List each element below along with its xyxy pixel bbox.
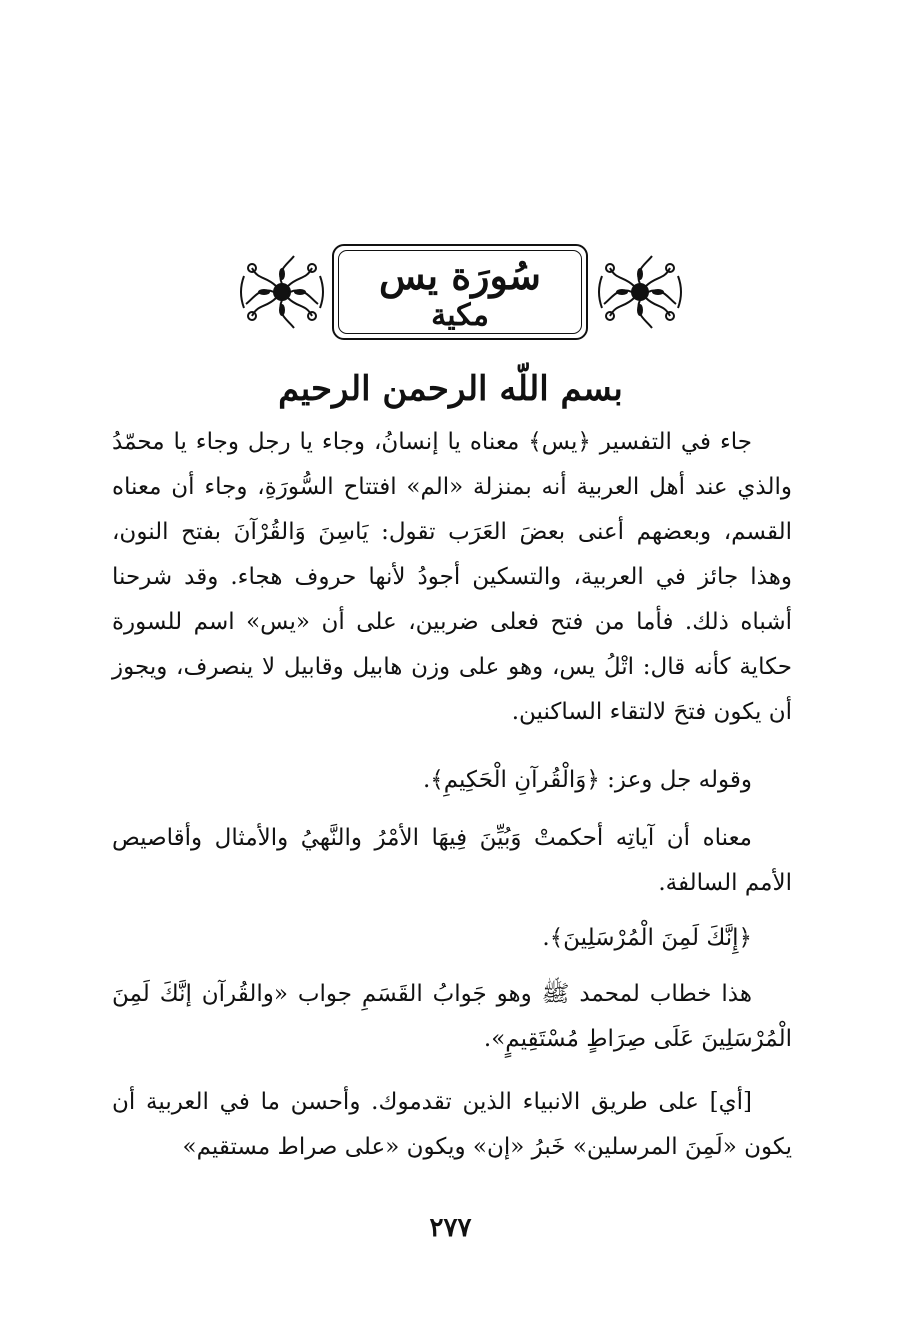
paragraph-verse-explanation: هذا خطاب لمحمد ﷺ وهو جَوابُ القَسَمِ جواب «والقُرآن إنَّكَ لَمِنَ الْمُرْسَلِينَ عَلَى صِرَاطٍ مُسْتَقِيمٍ». [112,981,792,1052]
page-number: ٢٧٧ [429,1213,472,1243]
surah-type: مكية [431,298,489,333]
paragraph-verse-quote: وقوله جل وعز: ﴿وَالْقُرآنِ الْحَكِيمِ﴾. [422,767,752,793]
surah-title-frame [332,244,588,340]
basmala-heading: بسم اللّه الرحمن الرحيم [278,369,623,409]
paragraph-verse-meaning: معناه أن آياتِه أحكمتْ وَبُيِّنَ فِيهَا الأمْرُ والنَّهيُ والأمثال وأقاصيص الأمم السالفة. [112,825,792,896]
paragraph-grammar-note: [أي] على طريق الانبياء الذين تقدموك. وأحسن ما في العربية أن يكون «لَمِنَ المرسلين» خَبرُ «إن» ويكون «على صراط مستقيم» [112,1089,792,1160]
floral-ornament-icon [594,246,686,338]
paragraph-verse-quote: ﴿إِنَّكَ لَمِنَ الْمُرْسَلِينَ﴾. [542,925,752,951]
floral-ornament-icon [236,246,328,338]
paragraph-tafsir-intro: جاء في التفسير ﴿يس﴾ معناه يا إنسانُ، وجاء يا رجل وجاء يا محمّدُ والذي عند أهل العربية أنه بمنزلة «الم» افتتاح السُّورَةِ، وجاء أن معناه القسم، وبعضهم أعنى بعضَ العَرَب تقول: يَاسِنَ وَالقُرْآنَ بفتح النون، وهذا جائز في العربية، والتسكين أجودُ لأنها حروف هجاء. وقد شرحنا أشباه ذلك. فأما من فتح فعلى ضربين، على أن «يس» اسم للسورة حكاية كأنه قال: اتْلُ يس، وهو على وزن هابيل وقابيل لا ينصرف، ويجوز أن يكون فتحَ لالتقاء الساكنين. [112,429,792,725]
surah-title: سُورَة يس [379,253,541,298]
